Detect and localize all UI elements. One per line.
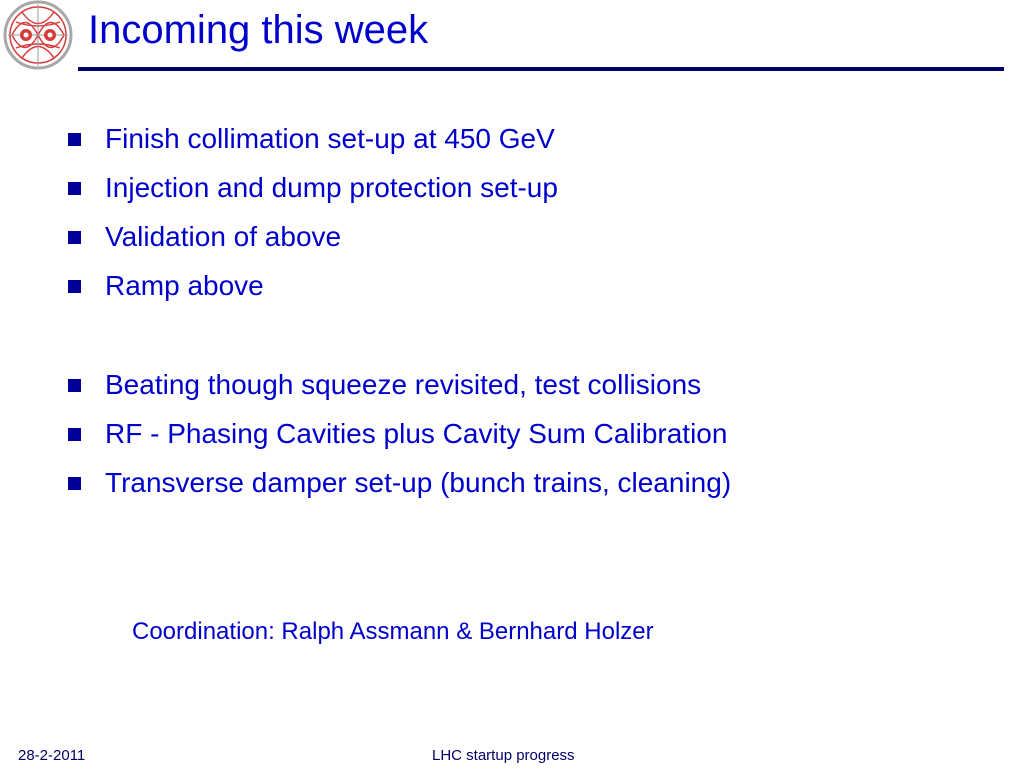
bullet-item-damper	[68, 465, 731, 501]
title-underline	[78, 67, 1004, 71]
bullet-text: Transverse damper set-up (bunch trains, cleaning)	[105, 467, 732, 498]
bullet-text: Beating though squeeze revisited, test collisions	[105, 369, 702, 400]
bullet-text: Validation of above	[105, 221, 342, 252]
footer-title: LHC startup progress	[432, 747, 575, 764]
bullet-item-validation	[68, 219, 341, 255]
bullet-text: Injection and dump protection set-up	[105, 172, 558, 203]
square-bullet-icon	[68, 231, 81, 244]
footer-date: 28-2-2011	[18, 747, 86, 764]
square-bullet-icon	[68, 133, 81, 146]
slide-title: Incoming this week	[88, 8, 429, 52]
bullet-item-collimation	[68, 121, 555, 157]
square-bullet-icon	[68, 477, 81, 490]
bullet-text: Ramp above	[105, 270, 264, 301]
square-bullet-icon	[68, 428, 81, 441]
lhc-logo-icon	[2, 0, 74, 70]
bullet-item-rf	[68, 416, 727, 452]
bullet-text: Finish collimation set-up at 450 GeV	[105, 123, 555, 154]
bullet-item-injection	[68, 170, 558, 206]
square-bullet-icon	[68, 280, 81, 293]
square-bullet-icon	[68, 379, 81, 392]
coordination-note: Coordination: Ralph Assmann & Bernhard Holzer	[132, 618, 654, 645]
bullet-text: RF - Phasing Cavities plus Cavity Sum Calibration	[105, 418, 728, 449]
square-bullet-icon	[68, 182, 81, 195]
bullet-item-beating	[68, 367, 701, 403]
bullet-item-ramp	[68, 268, 264, 304]
